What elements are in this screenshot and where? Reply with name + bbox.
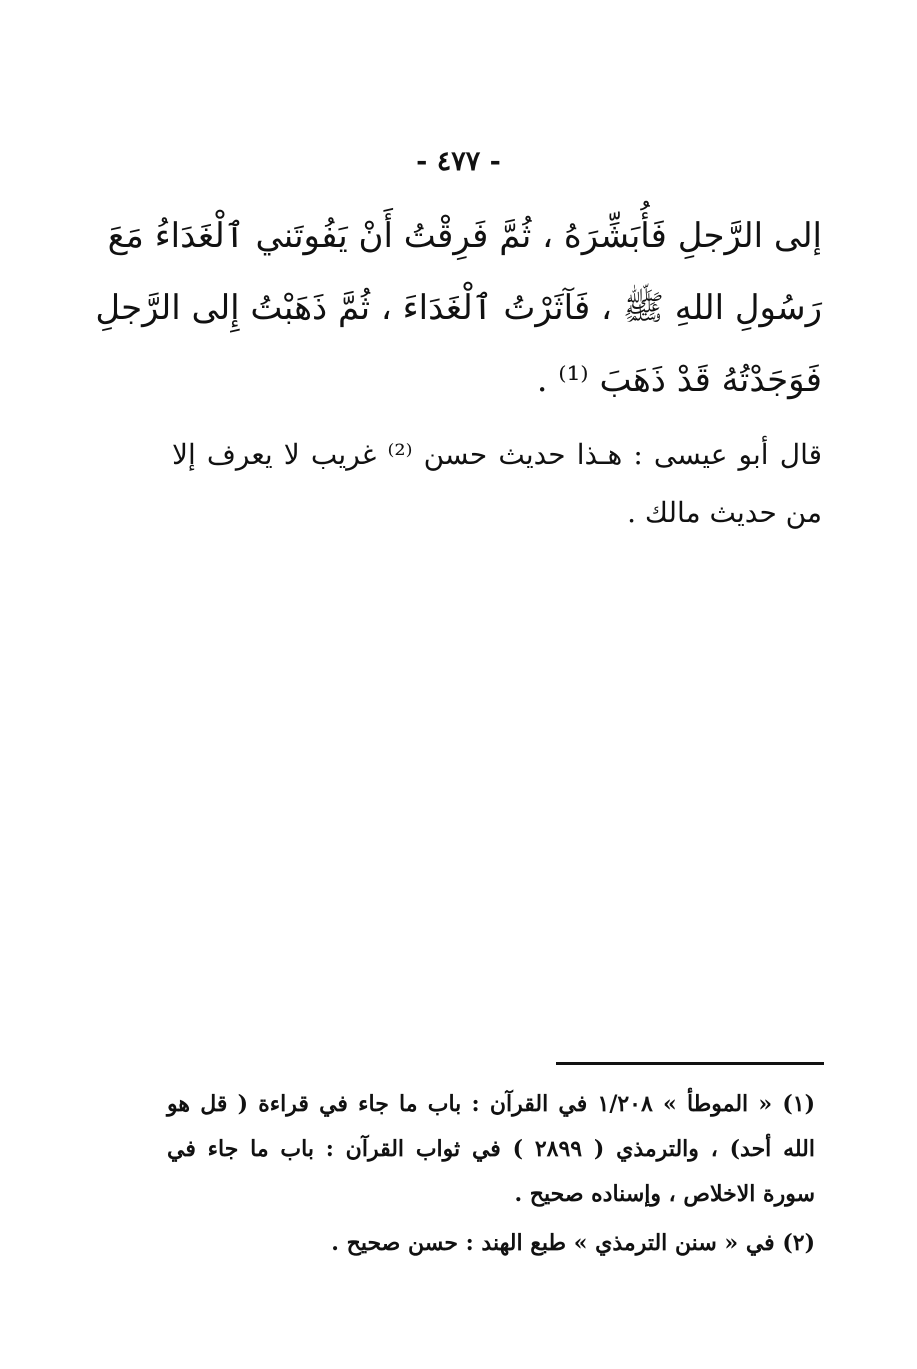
page-number: - ٤٧٧ - <box>416 146 501 177</box>
footnote-1: (١) « الموطأ » ١/٢٠٨ في القرآن : باب ما جاء في قراءة ( قل هو الله أحد) ، والترمذي ( ٢٨٩٩ ) في ثواب القرآن : باب ما جاء في سورة الاخلاص ، وإسناده صحيح . <box>167 1091 815 1207</box>
footnotes <box>167 1082 815 1266</box>
main-text <box>95 200 822 542</box>
commentary-paragraph: قال أبو عيسى : هـذا حديث حسن ⁽²⁾ غريب لا يعرف إلا من حديث مالك . <box>172 438 822 529</box>
text-line-3: فَوَجَدْتُهُ قَدْ ذَهَبَ ⁽¹⁾ . <box>536 360 822 400</box>
footnote-divider <box>556 1062 824 1065</box>
footnote-2: (٢) في « سنن الترمذي » طبع الهند : حسن صحيح . <box>331 1230 815 1256</box>
text-line-2: رَسُولِ اللهِ ﷺ ، فَآثَرْتُ ٱلْغَدَاءَ ، ثُمَّ ذَهَبْتُ إِلى الرَّجلِ <box>95 288 822 328</box>
text-line-1: إلى الرَّجلِ فَأُبَشِّرَهُ ، ثُمَّ فَرِقْتُ أَنْ يَفُوتَني ٱلْغَدَاءُ مَعَ <box>107 216 822 256</box>
